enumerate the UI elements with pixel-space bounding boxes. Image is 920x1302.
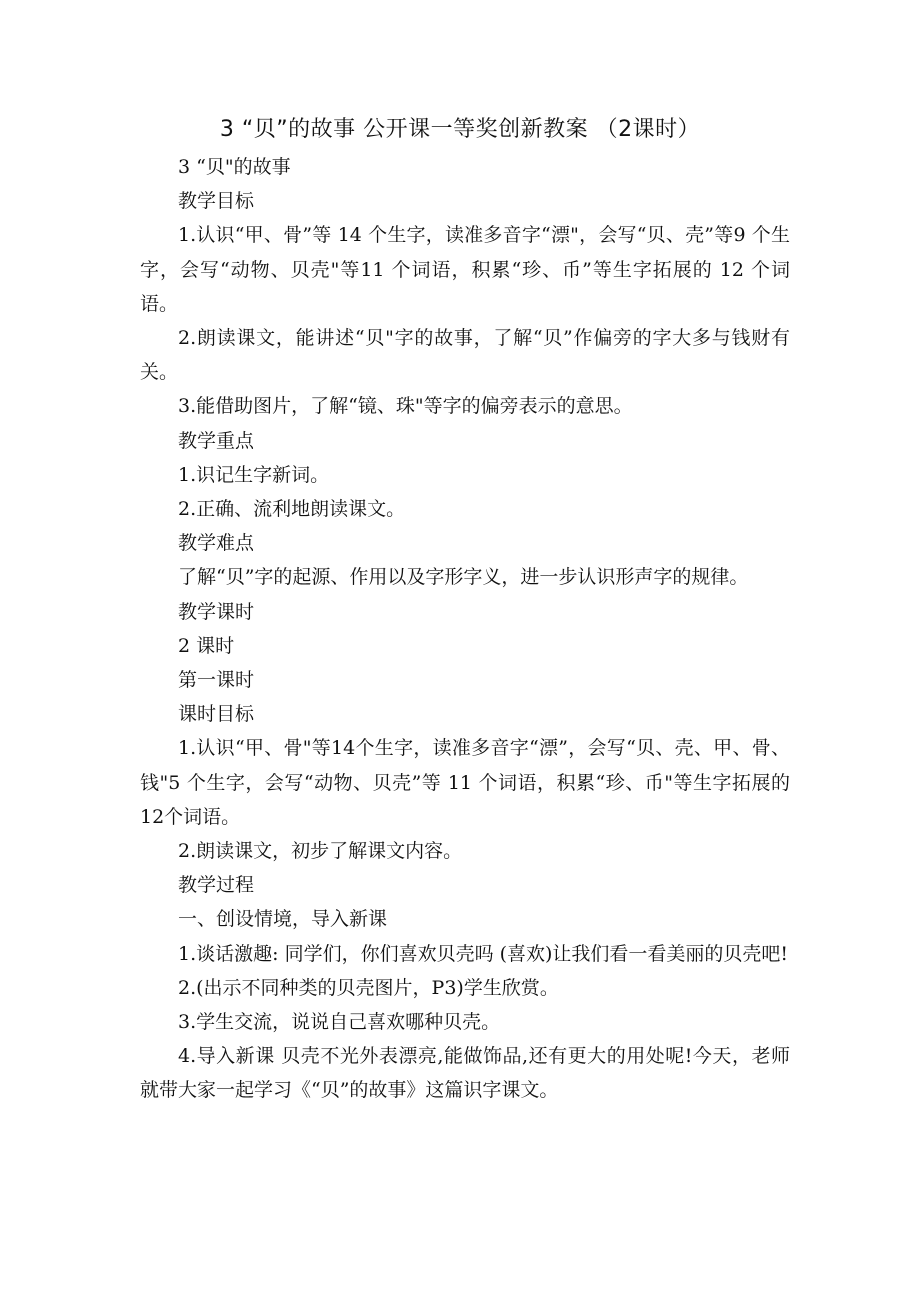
paragraph: 了解“贝”字的起源、作用以及字形字义，进一步认识形声字的规律。 [178,566,749,589]
section-heading: 教学重点 [178,429,255,452]
section-heading: 教学课时 [178,600,255,623]
section-heading: 一、创设情境，导入新课 [178,908,388,931]
paragraph: 3 “贝"的故事 [178,156,291,178]
paragraph: 4.导入新课 贝壳不光外表漂亮,能做饰品,还有更大的用处呢!今天，老师就带大家一起学习《“贝”的故事》这篇识字课文。 [140,1045,790,1102]
paragraph: 2 课时 [178,634,235,657]
paragraph: 1.谈话激趣: 同学们，你们喜欢贝壳吗 (喜欢)让我们看一看美丽的贝壳吧! [178,942,789,965]
paragraph: 3.能借助图片，了解“镜、珠"等字的偏旁表示的意思。 [178,395,633,418]
paragraph: 1.识记生字新词。 [178,463,330,486]
document-body [140,150,790,1108]
paragraph: 2.(出示不同种类的贝壳图片，P3)学生欣赏。 [178,976,559,999]
section-heading: 第一课时 [178,669,255,692]
paragraph: 3.学生交流，说说自己喜欢哪种贝壳。 [178,1011,501,1034]
paragraph: 1.认识“甲、骨”等 14 个生字，读准多音字“漂"，会写“贝、壳”等9 个生字，会写“动物、贝壳"等11 个词语，积累“珍、币”等生字拓展的 12 个词语。 [140,224,790,315]
section-heading: 教学过程 [178,874,255,897]
paragraph: 1.认识“甲、骨"等14个生字，读准多音字“漂”，会写“贝、壳、甲、骨、钱"5 个生字，会写“动物、贝壳”等 11 个词语，积累“珍、币"等生字拓展的 12个词语。 [140,737,790,828]
paragraph: 2.朗读课文，初步了解课文内容。 [178,840,463,863]
paragraph: 2.朗读课文，能讲述“贝"字的故事，了解“贝”作偏旁的字大多与钱财有关。 [140,327,790,384]
section-heading: 课时目标 [178,703,255,726]
paragraph: 2.正确、流利地朗读课文。 [178,498,406,521]
section-heading: 教学难点 [178,532,255,555]
section-heading: 教学目标 [178,190,255,213]
document-title: 3 “贝”的故事 公开课一等奖创新教案 （2课时） [219,117,701,142]
